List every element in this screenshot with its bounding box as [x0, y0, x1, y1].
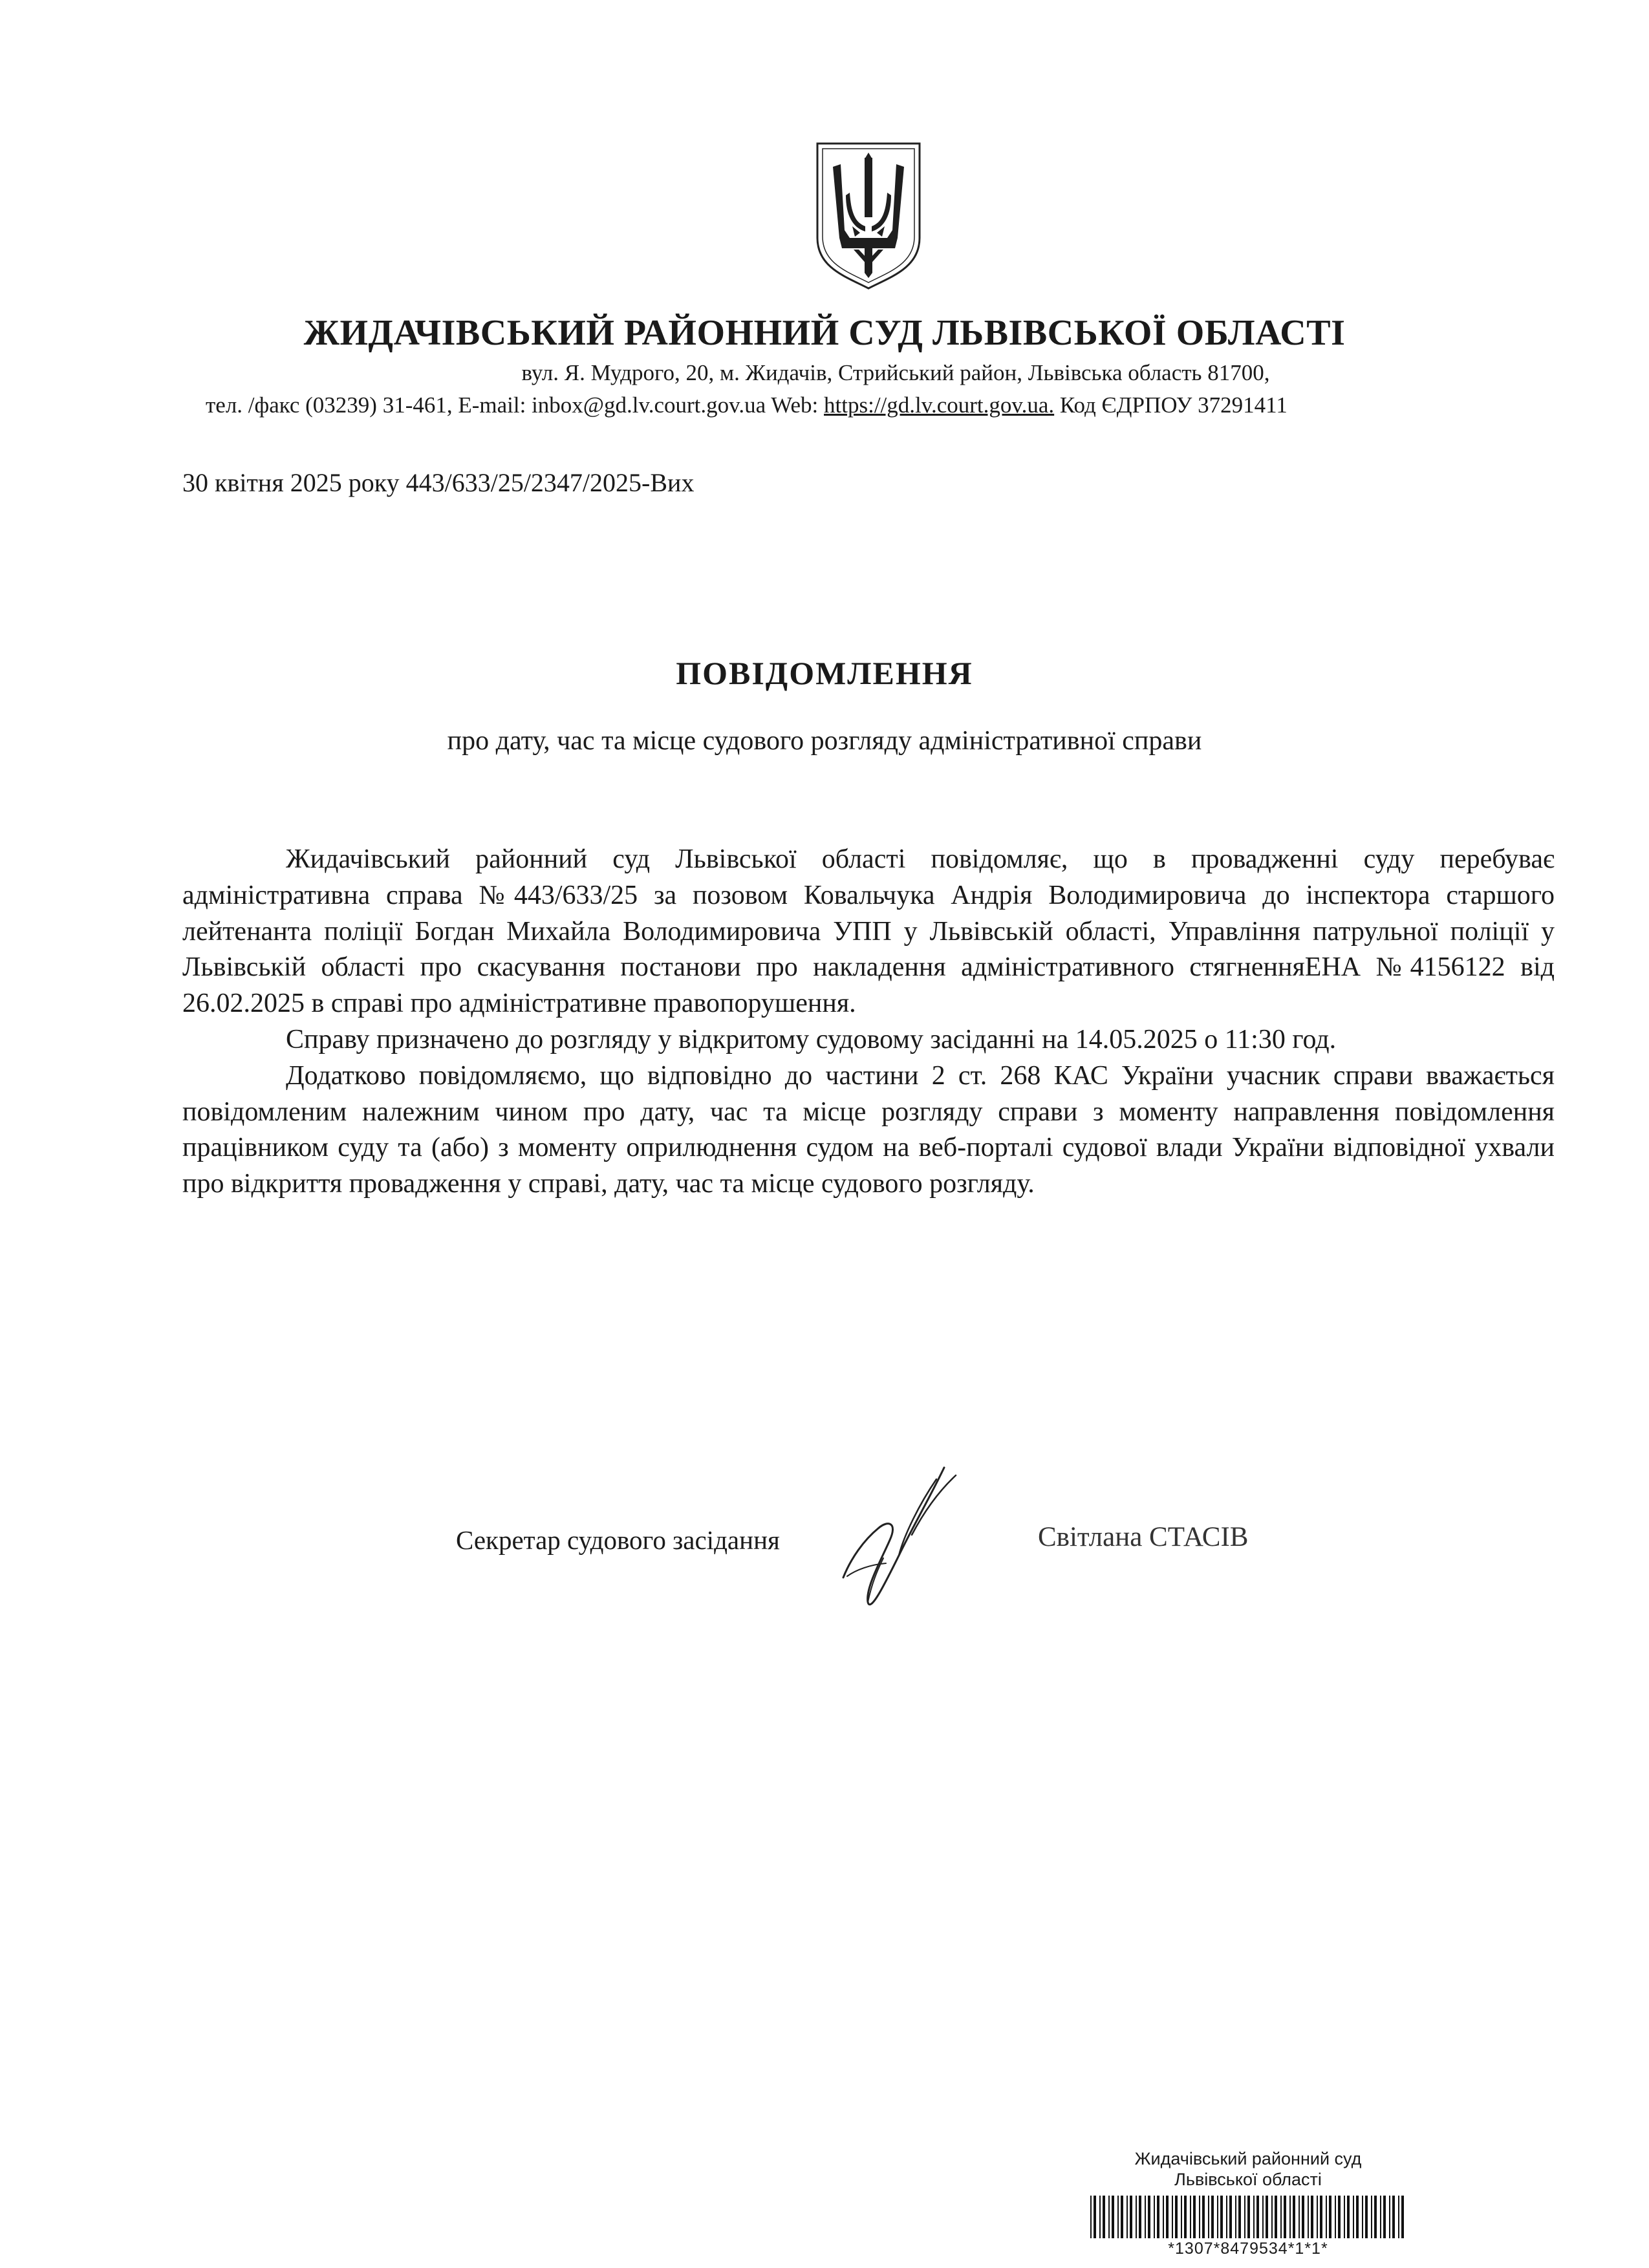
- stamp-region: Львівської області: [1174, 2170, 1322, 2189]
- barcode-bar: [1284, 2196, 1286, 2238]
- barcode-bar: [1117, 2196, 1119, 2238]
- barcode-bar: [1356, 2196, 1359, 2238]
- barcode-bar: [1353, 2196, 1354, 2238]
- signature-block: [0, 1461, 1649, 1629]
- barcode-bar: [1320, 2196, 1322, 2238]
- barcode-bar: [1244, 2196, 1245, 2238]
- barcode-bar: [1166, 2196, 1169, 2238]
- barcode-bar: [1175, 2196, 1178, 2238]
- coat-of-arms-emblem: [814, 141, 923, 291]
- registration-stamp: [1061, 2148, 1436, 2268]
- barcode-bar: [1347, 2196, 1350, 2238]
- barcode-bar: [1099, 2196, 1101, 2238]
- barcode-bar: [1262, 2196, 1264, 2238]
- body-paragraph: Справу призначено до розгляду у відкритому судовому засіданні на 14.05.2025 о 11:30 год.: [286, 1024, 1337, 1054]
- barcode-bar: [1401, 2196, 1404, 2238]
- barcode-bar: [1317, 2196, 1318, 2238]
- barcode-bar: [1121, 2196, 1123, 2238]
- barcode-bar: [1126, 2196, 1128, 2238]
- notice-body: [182, 842, 1555, 1203]
- court-contacts: [206, 391, 1288, 420]
- body-paragraph: Додатково повідомляємо, що відповідно до частини 2 ст. 268 КАС України учасник справи вважається повідомленим належним чином про дату, час та місце розгляду справи з моменту направлення повідомлення працівником суду та (або) з моменту оприлюднення судом на веб-порталі судової влади України відповідної ухвали про відкриття провадження у справі, дату, час та місце судового розгляду.: [182, 1060, 1555, 1199]
- barcode-number: *1307*8479534*1*1*: [1168, 2240, 1328, 2258]
- barcode-bar: [1380, 2196, 1381, 2238]
- barcode-bar: [1293, 2196, 1295, 2238]
- barcode-bar: [1211, 2196, 1214, 2238]
- barcode-bar: [1130, 2196, 1132, 2238]
- body-paragraph: Жидачівський районний суд Львівської області повідомляє, що в провадженні суду перебуває адміністративна справа №443/633/25 за позовом Ковальчука Андрія Володимировича до інспектора старшого лейтенанта поліції Богдан Михайла Володимировича УПП у Львівській області, Управління патрульної поліції у Львівській області про скасування постанови про накладення адміністративного стягненняЕНА №4156122 від 26.02.2025 в справі про адміністративне правопорушення.: [182, 844, 1555, 1019]
- barcode-bar: [1362, 2196, 1363, 2238]
- barcode-bar: [1108, 2196, 1110, 2238]
- barcode-bar: [1090, 2196, 1092, 2238]
- barcode-bar: [1139, 2196, 1141, 2238]
- outgoing-reference: 30 квітня 2025 року 443/633/25/2347/2025-Вих: [182, 468, 695, 497]
- barcode-bar: [1154, 2196, 1155, 2238]
- document-title: ПОВІДОМЛЕННЯ: [676, 655, 973, 691]
- barcode-bar: [1289, 2196, 1291, 2238]
- court-name: ЖИДАЧІВСЬКИЙ РАЙОННИЙ СУД ЛЬВІВСЬКОЇ ОБЛАСТІ: [303, 313, 1346, 353]
- barcode-bar: [1253, 2196, 1255, 2238]
- barcode-bar: [1299, 2196, 1300, 2238]
- barcode-bar: [1266, 2196, 1268, 2238]
- barcode-bar: [1280, 2196, 1282, 2238]
- barcode-bar: [1148, 2196, 1150, 2238]
- barcode-bar: [1220, 2196, 1223, 2238]
- barcode-bar: [1365, 2196, 1368, 2238]
- barcode-bar: [1392, 2196, 1395, 2238]
- barcode-bar: [1247, 2196, 1250, 2238]
- barcode-bar: [1326, 2196, 1327, 2238]
- barcode-bar: [1383, 2196, 1386, 2238]
- barcode-bar: [1374, 2196, 1377, 2238]
- barcode-bar: [1157, 2196, 1159, 2238]
- barcode-bar: [1371, 2196, 1372, 2238]
- barcode-bar: [1389, 2196, 1390, 2238]
- barcode-bar: [1112, 2196, 1114, 2238]
- barcode-bar: [1238, 2196, 1241, 2238]
- barcode-bar: [1275, 2196, 1277, 2238]
- barcode-bar: [1338, 2196, 1341, 2238]
- signer-role: Секретар судового засідання: [456, 1525, 780, 1555]
- barcode-bar: [1172, 2196, 1173, 2238]
- barcode-bar: [1190, 2196, 1191, 2238]
- barcode-bar: [1344, 2196, 1345, 2238]
- barcode-bar: [1163, 2196, 1164, 2238]
- barcode-bar: [1398, 2196, 1399, 2238]
- barcode-bar: [1235, 2196, 1236, 2238]
- barcode-bar: [1208, 2196, 1209, 2238]
- barcode-bar: [1329, 2196, 1331, 2238]
- barcode-bar: [1136, 2196, 1137, 2238]
- barcode-bar: [1311, 2196, 1313, 2238]
- barcode-bar: [1229, 2196, 1232, 2238]
- barcode-bar: [1181, 2196, 1182, 2238]
- barcode-bar: [1103, 2196, 1105, 2238]
- barcode-bar: [1145, 2196, 1146, 2238]
- stamp-court-name: Жидачівський районний суд: [1134, 2149, 1362, 2168]
- barcode-bar: [1202, 2196, 1205, 2238]
- barcode-bar: [1094, 2196, 1096, 2238]
- court-website-link[interactable]: https://gd.lv.court.gov.ua.: [824, 392, 1055, 418]
- document-subtitle: про дату, час та місце судового розгляду адміністративної справи: [447, 726, 1202, 756]
- barcode-bar: [1217, 2196, 1218, 2238]
- barcode-bar: [1302, 2196, 1304, 2238]
- barcode-bar: [1256, 2196, 1259, 2238]
- barcode-bar: [1193, 2196, 1196, 2238]
- court-address: вул. Я. Мудрого, 20, м. Жидачів, Стрийський район, Львівська область 81700,: [521, 360, 1270, 385]
- barcode-bar: [1335, 2196, 1336, 2238]
- handwritten-signature: [834, 1461, 964, 1629]
- barcode-bar: [1271, 2196, 1273, 2238]
- barcode: [1090, 2196, 1407, 2238]
- barcode-bar: [1184, 2196, 1187, 2238]
- contacts-phone-email: тел. /факс (03239) 31-461, E-mail: inbox@gd.lv.court.gov.ua Web:: [206, 392, 824, 418]
- barcode-bar: [1226, 2196, 1227, 2238]
- barcode-bar: [1308, 2196, 1309, 2238]
- edrpou-code: Код ЄДРПОУ 37291411: [1054, 392, 1288, 418]
- signer-name: Світлана СТАСІВ: [1038, 1522, 1249, 1552]
- barcode-bar: [1199, 2196, 1200, 2238]
